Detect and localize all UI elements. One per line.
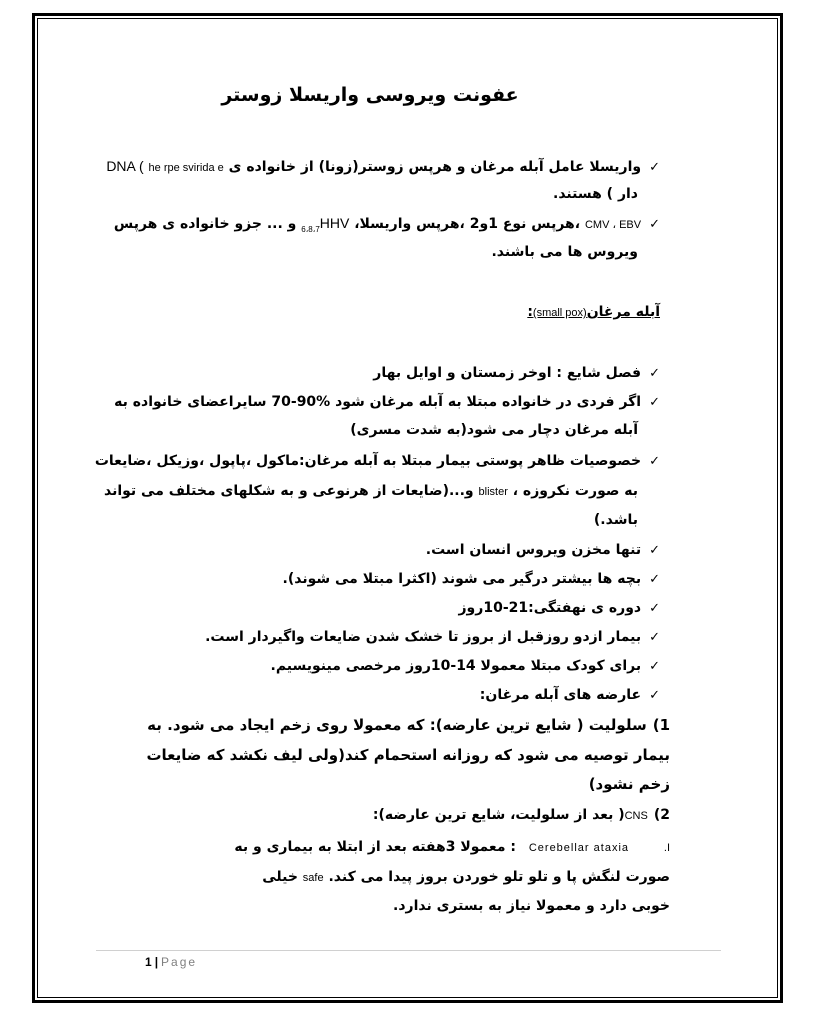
intro-bullet-2: ✓CMV ، EBV ،هرپس نوع 1و2 ،هرپس واریسلا، $HHV_{6،8،7}$ و ... جزو خانواده ی هرپس xyxy=(113,215,660,234)
checkmark-icon: ✓ xyxy=(649,543,660,558)
bullet-reservoir: ✓تنها مخزن ویروس انسان است. xyxy=(425,542,660,558)
checkmark-icon: ✓ xyxy=(649,659,660,674)
bullet-family: ✓اگر فردی در خانواده مبتلا به آبله مرغان شود %90-70 سایراعضای خانواده به xyxy=(114,394,660,410)
bullet-leave: ✓برای کودک مبتلا معمولا 14-10روز مرخصی مینویسیم. xyxy=(270,658,660,674)
document-title: عفونت ویروسی واریسلا زوستر xyxy=(221,84,519,106)
page-footer xyxy=(145,955,197,969)
page-label: Page xyxy=(161,955,198,969)
bullet-contagious: ✓بیمار ازدو روزقبل از بروز تا خشک شدن ضایعات واگیردار است. xyxy=(205,629,660,645)
bullet-season: ✓فصل شایع : اوخر زمستان و اوایل بهار xyxy=(373,365,660,381)
bullet-complications: ✓عارضه های آبله مرغان: xyxy=(479,687,660,703)
footer-divider xyxy=(96,950,721,951)
complication-1-cont2: زخم نشود) xyxy=(588,775,670,793)
bullet-family-cont: آبله مرغان دچار می شود(به شدت مسری) xyxy=(350,422,638,438)
bullet-incubation: ✓دوره ی نهفتگی:21-10روز xyxy=(458,600,660,616)
bullet-children: ✓بچه ها بیشتر درگیر می شوند (اکثرا مبتلا می شوند). xyxy=(282,571,660,587)
checkmark-icon: ✓ xyxy=(649,217,660,232)
complication-1-cont1: بیمار توصیه می شود که روزانه استحمام کند(ولی لیف نکشد که ضایعات xyxy=(146,746,670,764)
section-heading: آبله مرغان(small pox): xyxy=(527,304,660,320)
page-number: 1 xyxy=(145,955,152,969)
checkmark-icon: ✓ xyxy=(649,366,660,381)
sub-item-ataxia-cont2: خوبی دارد و معمولا نیاز به بستری ندارد. xyxy=(393,898,670,914)
checkmark-icon: ✓ xyxy=(649,572,660,587)
bullet-skin-cont2: باشد.) xyxy=(593,512,638,528)
checkmark-icon: ✓ xyxy=(649,395,660,410)
bullet-skin: ✓خصوصیات ظاهر پوستی بیمار مبتلا به آبله مرغان:ماکول ،پاپول ،وزیکل ،ضایعات xyxy=(94,453,660,469)
complication-2: 2)CNS( بعد از سلولیت، شایع ترین عارضه): xyxy=(372,807,670,823)
document-page xyxy=(80,70,670,950)
intro-bullet-1-cont: دار ) هستند. xyxy=(553,186,638,202)
sub-item-ataxia-cont1: صورت لنگش پا و تلو تلو خوردن بروز پیدا می کند. safe خیلی xyxy=(262,869,670,885)
checkmark-icon: ✓ xyxy=(649,601,660,616)
checkmark-icon: ✓ xyxy=(649,688,660,703)
sub-item-ataxia: I. Cerebellar ataxia : معمولا 3هفته بعد از ابتلا به بیماری و به xyxy=(234,839,670,855)
bullet-skin-cont: به صورت نکروزه ، blister و...(ضایعات از هرنوعی و به شکلهای مختلف می تواند xyxy=(104,483,638,499)
intro-bullet-2-cont: ویروس ها می باشند. xyxy=(491,244,638,260)
intro-bullet-1: ✓واریسلا عامل آبله مرغان و هرپس زوستر(زونا) از خانواده ی he rpe svirida e DNA ( xyxy=(106,158,660,175)
checkmark-icon: ✓ xyxy=(649,160,660,175)
checkmark-icon: ✓ xyxy=(649,630,660,645)
footer-separator: | xyxy=(154,955,159,969)
complication-1: 1)سلولیت ( شایع ترین عارضه): که معمولا روی زخم ایجاد می شود. به xyxy=(147,716,670,734)
checkmark-icon: ✓ xyxy=(649,454,660,469)
